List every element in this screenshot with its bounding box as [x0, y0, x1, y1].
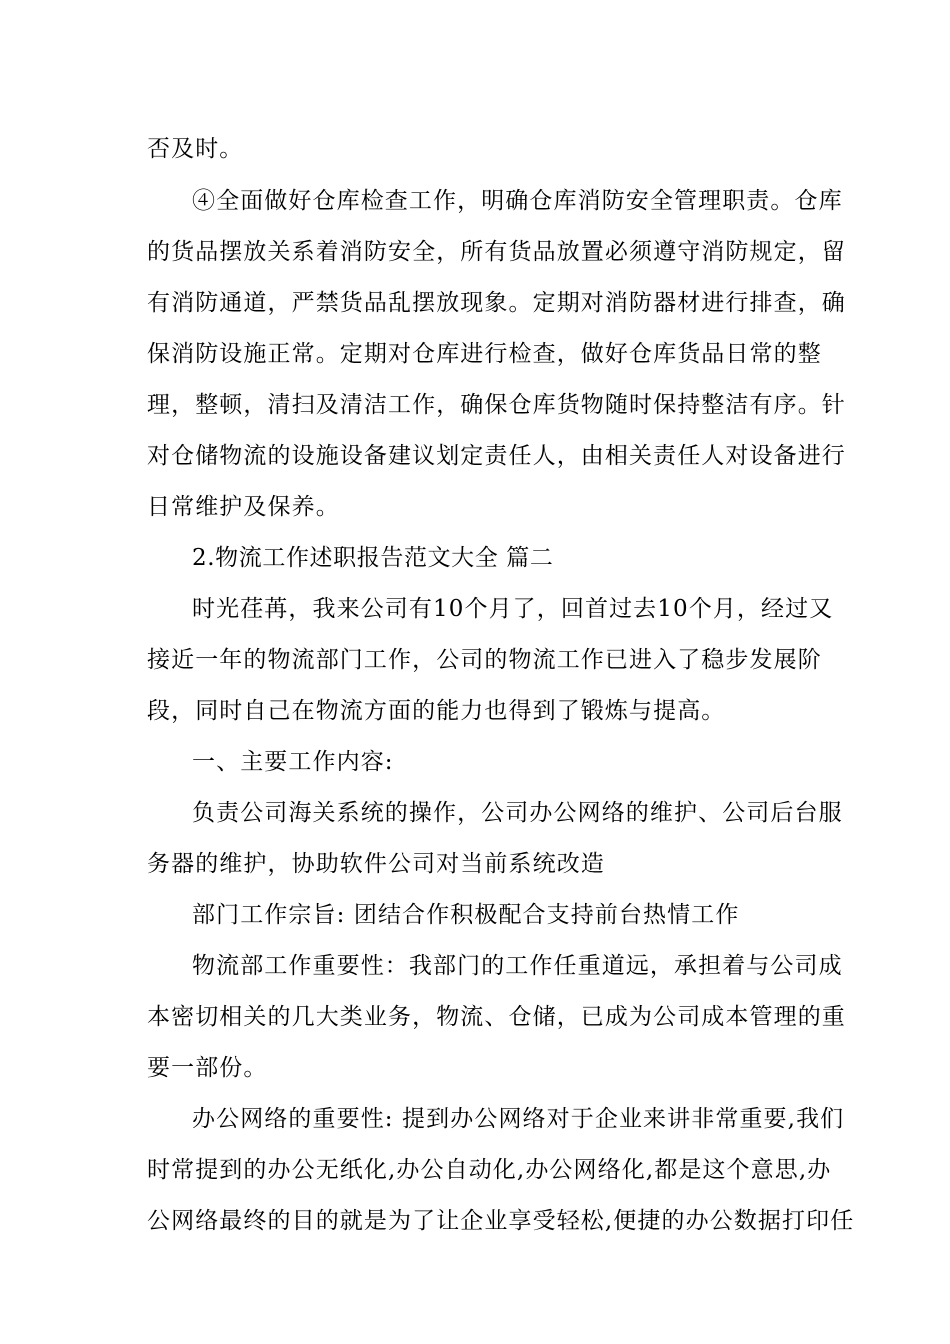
text-line: 保消防设施正常。定期对仓库进行检查，做好仓库货品日常的整	[147, 341, 822, 367]
text-line: 理，整顿，清扫及清洁工作，确保仓库货物随时保持整洁有序。针	[147, 392, 846, 418]
text-line: 公网络最终的目的就是为了让企业享受轻松,便捷的办公数据打印任	[147, 1208, 855, 1234]
text-line: 负责公司海关系统的操作，公司办公网络的维护、公司后台服	[192, 800, 843, 826]
text-line: 要一部份。	[147, 1055, 268, 1081]
text-line: 部门工作宗旨: 团结合作积极配合支持前台热情工作	[192, 902, 740, 928]
text-line: 务器的维护，协助软件公司对当前系统改造	[147, 851, 605, 877]
text-line: 办公网络的重要性: 提到办公网络对于企业来讲非常重要,我们	[192, 1106, 845, 1132]
text-line: 物流部工作重要性：我部门的工作任重道远，承担着与公司成	[192, 953, 843, 979]
subheading: 一、主要工作内容:	[192, 749, 394, 775]
text-line: 接近一年的物流部门工作，公司的物流工作已进入了稳步发展阶	[147, 647, 822, 673]
text-line: 本密切相关的几大类业务，物流、仓储，已成为公司成本管理的重	[147, 1004, 846, 1030]
text-line: 段，同时自己在物流方面的能力也得到了锻炼与提高。	[147, 698, 726, 724]
text-line: 日常维护及保养。	[147, 494, 340, 520]
text-line: 否及时。	[147, 136, 244, 162]
text-line: 时常提到的办公无纸化,办公自动化,办公网络化,都是这个意思,办	[147, 1157, 832, 1183]
text-line: 对仓储物流的设施设备建议划定责任人，由相关责任人对设备进行	[147, 443, 846, 469]
text-line: 的货品摆放关系着消防安全，所有货品放置必须遵守消防规定，留	[147, 239, 846, 265]
text-line: 时光荏苒，我来公司有10个月了，回首过去10个月，经过又	[192, 596, 834, 622]
text-line: 有消防通道，严禁货品乱摆放现象。定期对消防器材进行排查，确	[147, 290, 846, 316]
section-heading: 2.物流工作述职报告范文大全 篇二	[192, 545, 554, 571]
text-line: ④全面做好仓库检查工作，明确仓库消防安全管理职责。仓库	[192, 188, 843, 214]
